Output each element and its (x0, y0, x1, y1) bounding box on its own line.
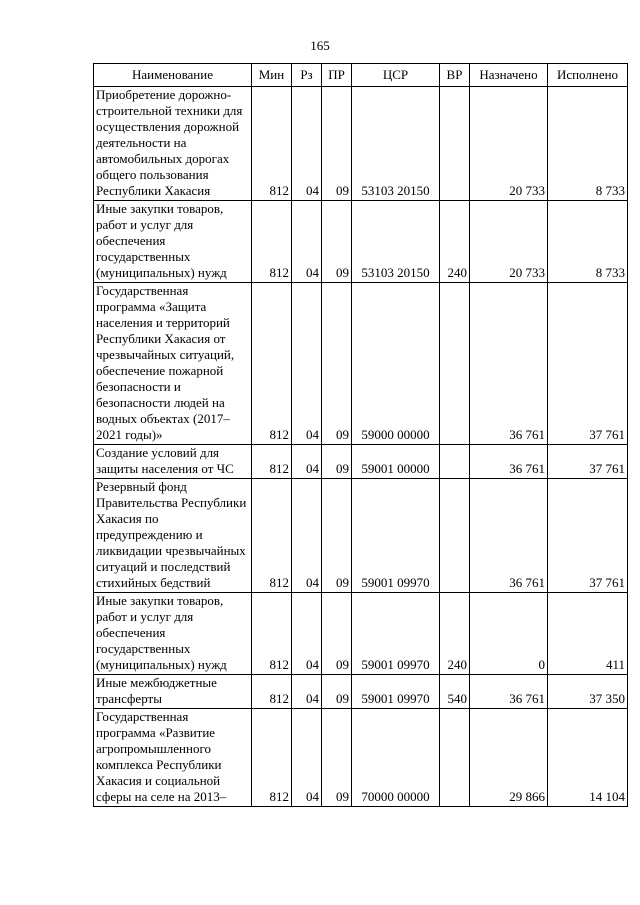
row-planned: 29 866 (470, 709, 548, 807)
row-vr: 240 (440, 593, 470, 675)
table-row (94, 593, 628, 675)
row-pr: 09 (322, 479, 352, 593)
row-rz: 04 (292, 709, 322, 807)
row-planned: 36 761 (470, 479, 548, 593)
row-min: 812 (252, 87, 292, 201)
row-pr: 09 (322, 593, 352, 675)
row-name: Приобретение дорожно-строительной техники для осуществления дорожной деятельности на автомобильных дорогах общего пользования Республики Хакасия (94, 87, 252, 201)
row-rz: 04 (292, 445, 322, 479)
row-rz: 04 (292, 283, 322, 445)
header-vr: ВР (440, 64, 470, 87)
table-row (94, 201, 628, 283)
row-rz: 04 (292, 593, 322, 675)
row-vr (440, 283, 470, 445)
table-row (94, 87, 628, 201)
row-name: Создание условий для защиты населения от ЧС (94, 445, 252, 479)
header-min: Мин (252, 64, 292, 87)
row-executed: 37 350 (548, 675, 628, 709)
row-planned: 20 733 (470, 87, 548, 201)
row-pr: 09 (322, 445, 352, 479)
row-vr (440, 445, 470, 479)
row-csr: 59000 00000 (352, 283, 440, 445)
header-name: Наименование (94, 64, 252, 87)
row-rz: 04 (292, 479, 322, 593)
row-csr: 59001 09970 (352, 479, 440, 593)
row-planned: 0 (470, 593, 548, 675)
table-row (94, 709, 628, 807)
row-min: 812 (252, 445, 292, 479)
row-name: Государственная программа «Развитие агропромышленного комплекса Республики Хакасия и социальной сферы на селе на 2013– (94, 709, 252, 807)
row-min: 812 (252, 201, 292, 283)
row-vr (440, 87, 470, 201)
row-name: Иные закупки товаров, работ и услуг для обеспечения государственных (муниципальных) нужд (94, 201, 252, 283)
row-rz: 04 (292, 675, 322, 709)
row-executed: 37 761 (548, 445, 628, 479)
row-planned: 36 761 (470, 283, 548, 445)
row-csr: 59001 09970 (352, 675, 440, 709)
row-pr: 09 (322, 201, 352, 283)
row-planned: 36 761 (470, 445, 548, 479)
row-pr: 09 (322, 675, 352, 709)
row-planned: 20 733 (470, 201, 548, 283)
table-header-row (94, 64, 628, 87)
row-csr: 70000 00000 (352, 709, 440, 807)
header-rz: Рз (292, 64, 322, 87)
row-rz: 04 (292, 201, 322, 283)
row-vr (440, 709, 470, 807)
table-row (94, 675, 628, 709)
row-vr: 240 (440, 201, 470, 283)
row-executed: 8 733 (548, 87, 628, 201)
budget-table (93, 63, 628, 807)
row-executed: 37 761 (548, 283, 628, 445)
header-executed: Исполнено (548, 64, 628, 87)
row-csr: 53103 20150 (352, 87, 440, 201)
header-planned: Назначено (470, 64, 548, 87)
row-planned: 36 761 (470, 675, 548, 709)
row-executed: 14 104 (548, 709, 628, 807)
row-min: 812 (252, 283, 292, 445)
row-min: 812 (252, 675, 292, 709)
table-row (94, 479, 628, 593)
row-name: Иные межбюджетные трансферты (94, 675, 252, 709)
row-executed: 411 (548, 593, 628, 675)
row-min: 812 (252, 709, 292, 807)
row-name: Иные закупки товаров, работ и услуг для обеспечения государственных (муниципальных) нужд (94, 593, 252, 675)
row-min: 812 (252, 593, 292, 675)
header-pr: ПР (322, 64, 352, 87)
row-pr: 09 (322, 87, 352, 201)
page-number: 165 (310, 38, 330, 53)
table-row (94, 283, 628, 445)
row-min: 812 (252, 479, 292, 593)
row-pr: 09 (322, 283, 352, 445)
header-csr: ЦСР (352, 64, 440, 87)
row-vr: 540 (440, 675, 470, 709)
row-rz: 04 (292, 87, 322, 201)
row-csr: 53103 20150 (352, 201, 440, 283)
row-vr (440, 479, 470, 593)
row-pr: 09 (322, 709, 352, 807)
row-name: Резервный фонд Правительства Республики Хакасия по предупреждению и ликвидации чрезвычайных ситуаций и последствий стихийных бедствий (94, 479, 252, 593)
row-csr: 59001 00000 (352, 445, 440, 479)
row-executed: 8 733 (548, 201, 628, 283)
row-csr: 59001 09970 (352, 593, 440, 675)
row-executed: 37 761 (548, 479, 628, 593)
table-row (94, 445, 628, 479)
row-name: Государственная программа «Защита населения и территорий Республики Хакасия от чрезвычайных ситуаций, обеспечение пожарной безопасности и безопасности людей на водных объектах (2017–2021 годы)» (94, 283, 252, 445)
